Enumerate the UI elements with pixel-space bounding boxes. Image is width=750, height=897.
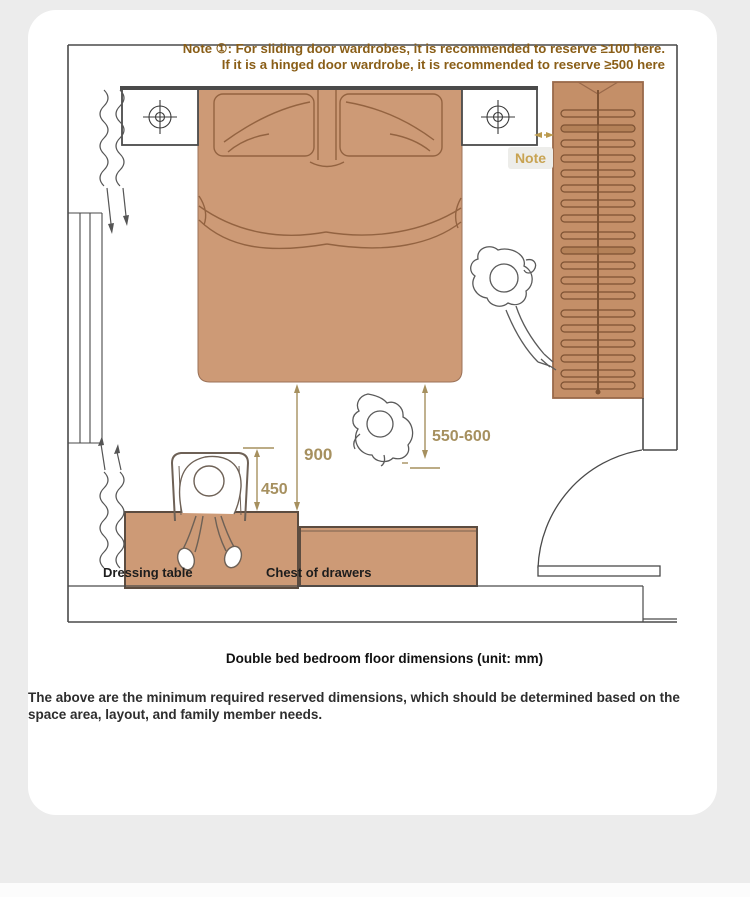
person-reaching-icon xyxy=(471,247,556,370)
bed xyxy=(198,88,462,382)
nightstand-left xyxy=(122,88,198,145)
dimension-450-label: 450 xyxy=(261,481,288,498)
floor-plan-diagram xyxy=(28,10,717,640)
dressing-table-label: Dressing table xyxy=(103,565,193,580)
content-card xyxy=(28,10,717,815)
dimension-900 xyxy=(294,384,332,511)
dimension-550-600-label: 550-600 xyxy=(432,428,491,445)
person-walking-icon xyxy=(353,394,413,466)
annotation-line-1: Note ①: For sliding door wardrobes, it is recommended to reserve ≥100 here. xyxy=(182,41,665,56)
annotation-line-2: If it is a hinged door wardrobe, it is recommended to reserve ≥500 here xyxy=(221,57,665,73)
curtain-icon-bottom xyxy=(98,436,124,568)
wardrobe xyxy=(553,82,643,398)
diagram-caption: Double bed bedroom floor dimensions (unit: mm) xyxy=(225,651,544,666)
chest-of-drawers-label: Chest of drawers xyxy=(266,565,372,580)
note-tag: Note xyxy=(508,147,553,169)
door-swing-icon xyxy=(538,450,660,576)
wardrobe-annotation xyxy=(183,41,665,73)
dimension-450 xyxy=(243,448,288,511)
dimension-900-label: 900 xyxy=(304,445,333,464)
window xyxy=(68,213,102,443)
nightstand-right xyxy=(462,88,537,145)
dimension-550-600 xyxy=(402,384,491,468)
footer-strip xyxy=(0,883,750,897)
footnote-text: The above are the minimum required reserved dimensions, which should be determined based on the space area, layout, and family member needs. xyxy=(28,690,680,722)
